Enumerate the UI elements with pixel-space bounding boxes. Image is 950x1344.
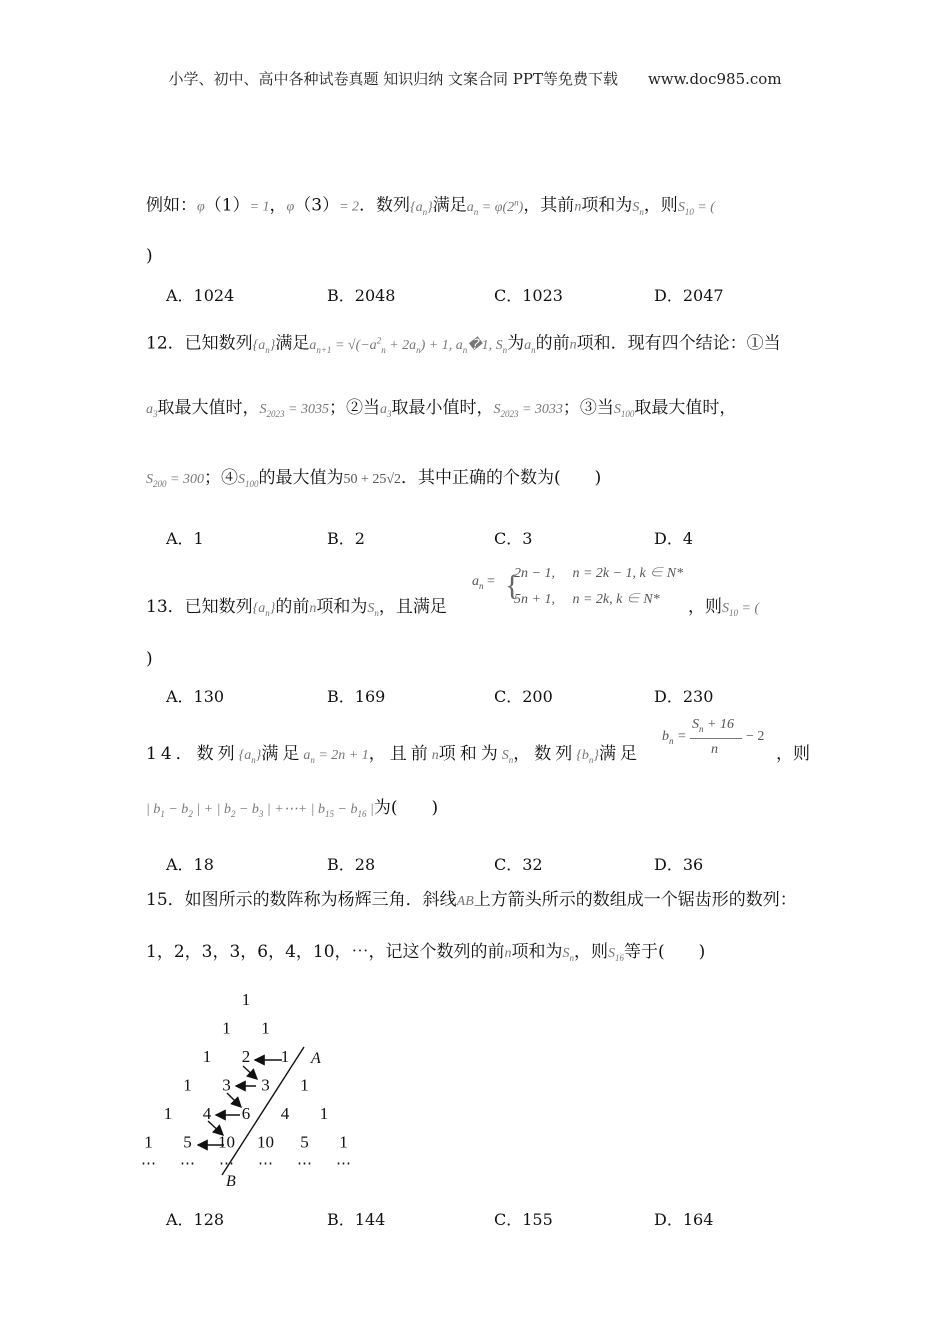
q12-max-value: 50 + 25√2	[343, 472, 402, 487]
q15-option-c[interactable]: C．155	[494, 1210, 553, 1229]
q12-text: ；②当	[328, 398, 380, 418]
triangle-cell: 2	[241, 1047, 251, 1066]
q11-text: 例如：	[146, 195, 197, 216]
q14-text: 项和为	[438, 744, 502, 764]
q13-brace: {	[505, 569, 520, 602]
triangle-cell: 1	[222, 1018, 231, 1038]
q14-text: ，且前	[368, 744, 432, 764]
triangle-cell: 1	[183, 1075, 192, 1095]
triangle-ellipsis: ⋯	[141, 1154, 156, 1172]
q15-text: 项和为	[511, 942, 563, 962]
q14-then: ，则	[776, 744, 810, 764]
q15-AB: AB	[456, 894, 474, 909]
q11-option-c[interactable]: C．1023	[494, 286, 563, 305]
q14-frac-den: n	[711, 742, 718, 757]
q15-line1	[146, 888, 797, 914]
q11-line1	[146, 190, 715, 223]
q15-n: n	[504, 946, 512, 961]
q13-text: ，且满足	[378, 597, 447, 617]
q14-frac-num: $S_n + 16$	[692, 717, 734, 734]
page-header: 小学、初中、高中各种试卷真题 知识归纳 文案合同 PPT等免费下载 www.doc985.com	[168, 70, 782, 88]
q14-seq-b: $\{b_n\}$	[576, 748, 599, 765]
triangle-cell: 4	[202, 1104, 212, 1123]
q14-text: 满足	[598, 744, 641, 764]
label-A: A	[311, 1050, 321, 1067]
q13-seq: $\{a_n\}$	[252, 601, 276, 618]
q12-text: 的最大值为	[258, 468, 344, 488]
q13-S10: $S_{10}$ = (	[722, 601, 760, 618]
q12-n: n	[569, 337, 577, 353]
triangle-cell: 4	[280, 1104, 290, 1123]
arrow-2-to-3	[243, 1066, 257, 1079]
q15-text: 等于	[624, 942, 659, 962]
q12-text: 取最大值时，	[634, 398, 737, 418]
q11-formula: $a_n = \varphi(2^n)$	[466, 197, 524, 217]
q12-text: 取最小值时，	[391, 398, 494, 418]
triangle-ellipsis: ⋯	[297, 1154, 312, 1172]
triangle-cell: 5	[300, 1132, 309, 1152]
triangle-ellipsis: ⋯	[219, 1154, 234, 1172]
q13-option-b[interactable]: B．169	[327, 687, 386, 706]
triangle-cell: 6	[241, 1104, 251, 1123]
q14-b-lhs: $b_n$ =	[662, 729, 687, 746]
triangle-cell: 1	[319, 1104, 329, 1123]
q14-number: 14．数列	[146, 744, 239, 764]
q15-option-b[interactable]: B．144	[327, 1210, 386, 1229]
q14-option-d[interactable]: D．36	[654, 855, 704, 874]
q11-val1: = 1	[249, 199, 270, 215]
q12-answer-blank: ( )	[554, 468, 602, 488]
triangle-cell: 1	[339, 1132, 348, 1152]
q11-option-a[interactable]: A．1024	[166, 286, 235, 305]
q13-line1	[146, 595, 447, 625]
q11-text: （3）	[294, 195, 340, 216]
q12-option-d[interactable]: D．4	[654, 529, 694, 548]
q14-Sn: $S_n$	[501, 748, 514, 765]
q12-formula: $a_{n+1} = √(-a^2_n + 2a_n) + 1$, $a_n�1$, $S_n$	[309, 335, 508, 355]
q12-S100-b: $S_{100}$	[237, 472, 259, 489]
q13-text: ，则	[688, 597, 722, 617]
q12-text: ；④	[203, 468, 238, 488]
q14-line1	[146, 742, 641, 772]
q11-phi2: φ	[286, 199, 295, 215]
q11-text: 项和为	[581, 195, 633, 216]
q11-n: n	[574, 199, 582, 215]
q12-line2	[146, 396, 736, 426]
q14-option-b[interactable]: B．28	[327, 855, 376, 874]
q12-line1	[146, 328, 781, 361]
q13-option-a[interactable]: A．130	[166, 687, 225, 706]
q12-option-c[interactable]: C．3	[494, 529, 533, 548]
triangle-cell: 10	[218, 1132, 235, 1152]
q13-case1: 2n − 1, n = 2k − 1, k ∈ N*	[514, 566, 684, 581]
q11-option-b[interactable]: B．2048	[327, 286, 396, 305]
q13-case2: 5n + 1, n = 2k, k ∈ N*	[514, 592, 660, 607]
q12-text: 取最大值时，	[157, 398, 260, 418]
q12-line3	[146, 466, 601, 496]
q11-Sn: $S_n$	[632, 199, 644, 217]
q12-text: 满足	[275, 333, 310, 354]
triangle-cell: 5	[183, 1132, 192, 1152]
q11-seq: $\{a_n\}$	[410, 199, 433, 217]
q13-close: )	[146, 649, 153, 669]
q13-piecewise-lhs: $a_n$ =	[472, 574, 495, 591]
q12-S100-a: $S_{100}$	[613, 402, 635, 419]
q14-abs-expr: | $b_1 - b_2$ | + | $b_2 - b_3$ | +⋯+ | $b_{15} - b_{16}$ |	[146, 802, 374, 819]
q15-text: 1，2，3，3，6，4，10，⋯，记这个数列的前	[146, 942, 505, 962]
q11-S10: $S_{10}$ = (	[677, 199, 715, 217]
q13-line1-end	[688, 595, 759, 625]
q13-Sn: $S_n$	[367, 601, 379, 618]
q11-option-d[interactable]: D．2047	[654, 286, 724, 305]
q11-text: ，则	[643, 195, 678, 216]
q15-text: ，则	[574, 942, 609, 962]
triangle-cell: 1	[261, 1018, 270, 1038]
q12-number: 12．已知数列	[146, 333, 253, 354]
q11-text: ，其前	[523, 195, 575, 216]
triangle-cell: 1	[241, 990, 251, 1009]
q14-n: n	[431, 748, 439, 763]
q15-S16: $S_{16}$	[608, 946, 625, 963]
triangle-cell: 1	[300, 1075, 309, 1095]
q12-a3-b: $a_3$	[379, 402, 392, 419]
q12-an: $a_n$	[524, 337, 536, 355]
q15-line2	[146, 940, 705, 970]
q13-option-d[interactable]: D．230	[654, 687, 714, 706]
q13-number: 13．已知数列	[146, 597, 253, 617]
q14-option-a[interactable]: A．18	[166, 855, 214, 874]
q14-text: ，数列	[513, 744, 577, 764]
q12-S2023-b: $S_{2023} = 3033$	[493, 402, 563, 419]
q12-option-b[interactable]: B．2	[327, 529, 365, 548]
q12-option-a[interactable]: A．1	[166, 529, 204, 548]
q12-text: ．其中正确的个数为	[401, 468, 555, 488]
triangle-cell: 3	[222, 1075, 231, 1095]
triangle-cell: 1	[202, 1047, 212, 1066]
q15-text: 15．如图所示的数阵称为杨辉三角．斜线	[146, 890, 457, 910]
q15-Sn: $S_n$	[562, 946, 575, 963]
q15-answer-blank: ( )	[658, 942, 706, 962]
label-B: B	[226, 1173, 236, 1190]
q12-seq: $\{a_n\}$	[252, 337, 276, 355]
triangle-ellipsis: ⋯	[336, 1154, 351, 1172]
q12-text: 为	[507, 333, 525, 354]
arrow-4-to-10	[208, 1121, 223, 1135]
q14-text: 满足	[261, 744, 304, 764]
q12-a3: $a_3$	[146, 402, 158, 419]
q15-option-d[interactable]: D．164	[654, 1210, 714, 1229]
q13-text: 项和为	[316, 597, 368, 617]
triangle-ellipsis: ⋯	[180, 1154, 195, 1172]
q11-text: 满足	[432, 195, 467, 216]
q14-text: 为	[373, 798, 391, 818]
triangle-cell: 1	[144, 1132, 153, 1152]
q11-text: （1）	[204, 195, 250, 216]
yanghui-triangle-figure	[130, 985, 370, 1190]
q13-option-c[interactable]: C．200	[494, 687, 553, 706]
q14-frac-bar	[690, 738, 742, 739]
q11-val2: = 2	[339, 199, 360, 215]
arrow-3-to-6	[227, 1093, 241, 1107]
q11-phi1: φ	[197, 199, 205, 215]
triangle-ellipsis: ⋯	[258, 1154, 273, 1172]
q11-close: )	[146, 246, 153, 266]
triangle-cell: 1	[280, 1047, 290, 1066]
q13-text: 的前	[275, 597, 310, 617]
q14-minus2: − 2	[746, 729, 765, 744]
q12-S2023-a: $S_{2023} = 3035$	[259, 402, 329, 419]
q12-text: ；③当	[562, 398, 614, 418]
q14-answer-blank: ( )	[390, 798, 439, 818]
q15-option-a[interactable]: A．128	[166, 1210, 225, 1229]
triangle-cell: 10	[257, 1132, 274, 1152]
triangle-cell: 3	[261, 1075, 270, 1095]
q11-text: ，	[269, 195, 287, 216]
q14-option-c[interactable]: C．32	[494, 855, 543, 874]
q14-line2	[146, 796, 438, 826]
q12-text: 的前	[535, 333, 570, 354]
q14-seq-a: $\{a_n\}$	[238, 748, 262, 765]
q14-formula: $a_n = 2n + 1$	[303, 748, 369, 765]
q12-text: 项和．现有四个结论：①当	[576, 333, 781, 354]
q15-text: 上方箭头所示的数组成一个锯齿形的数列：	[473, 890, 797, 910]
q11-text: ．数列	[359, 195, 411, 216]
q12-S200: $S_{200} = 300$	[146, 472, 204, 489]
q13-n: n	[309, 601, 317, 616]
triangle-cell: 1	[163, 1104, 173, 1123]
